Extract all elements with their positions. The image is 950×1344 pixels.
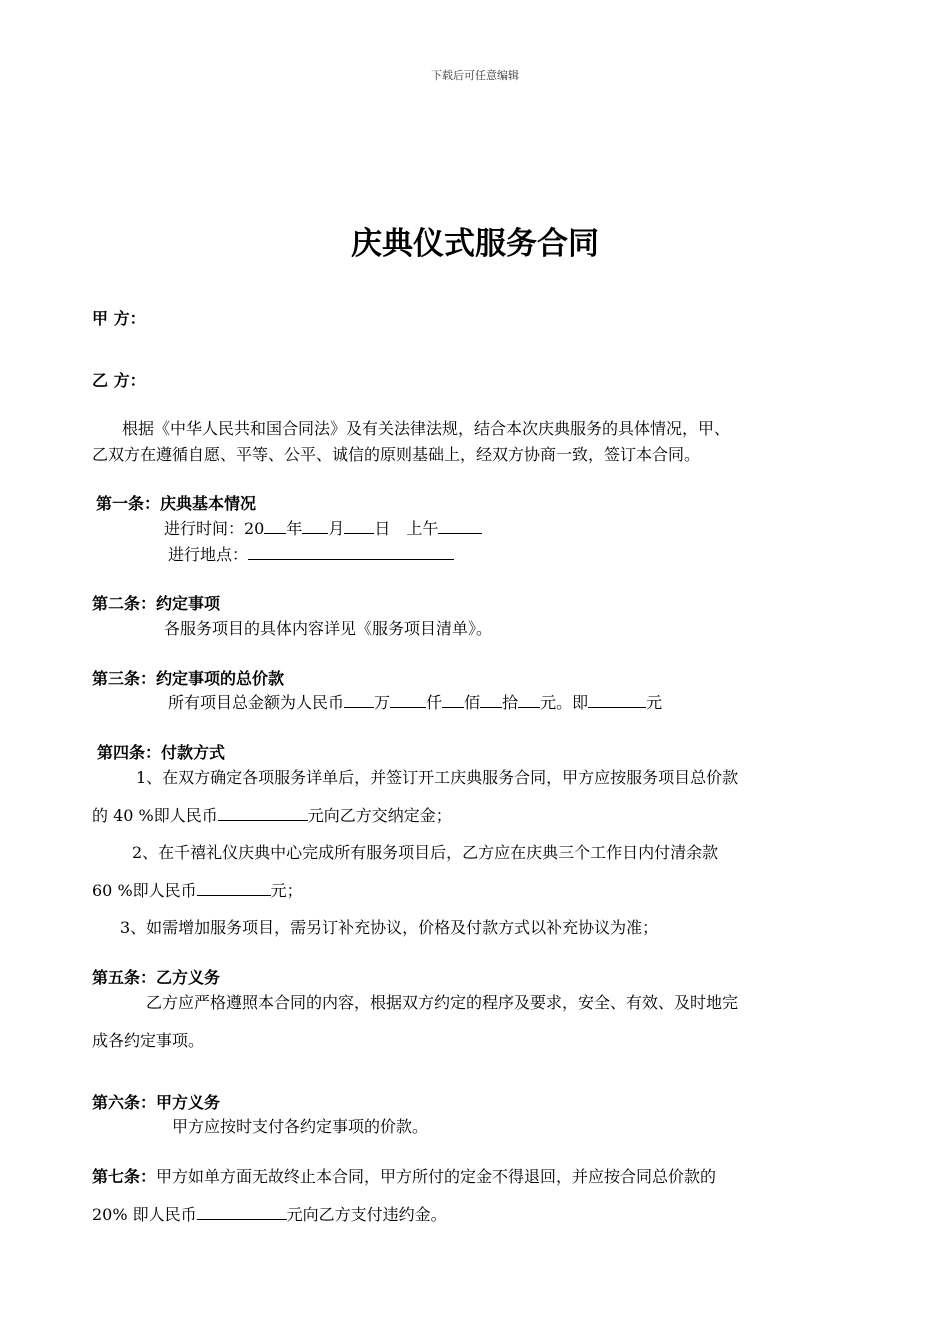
balance-suffix: 元； — [270, 881, 303, 900]
bai-label: 佰 — [464, 693, 481, 712]
article-1-time-line — [164, 516, 482, 539]
document-title: 庆典仪式服务合同 — [351, 226, 599, 262]
article-5-heading: 第五条：乙方义务 — [92, 968, 221, 987]
article-6-text: 甲方应按时支付各约定事项的价款。 — [172, 1117, 429, 1136]
article-7-line-1 — [92, 1164, 716, 1187]
place-blank — [248, 545, 454, 560]
place-label: 进行地点： — [168, 545, 249, 564]
article-6-heading: 第六条：甲方义务 — [92, 1093, 221, 1112]
qian-blank — [390, 693, 426, 708]
page-header: 下载后可任意编辑 — [431, 69, 519, 82]
year-label: 年 — [286, 519, 303, 538]
yuan-label: 元。即 — [540, 693, 589, 712]
article-7-line-2 — [92, 1202, 447, 1225]
amount-prefix: 所有项目总金额为人民币 — [168, 693, 345, 712]
shi-blank — [480, 693, 502, 708]
yuan-blank — [518, 693, 540, 708]
article-5-line-1: 乙方应严格遵照本合同的内容，根据双方约定的程序及要求，安全、有效、及时地完 — [146, 993, 739, 1012]
bai-blank — [442, 693, 464, 708]
article-3-heading: 第三条：约定事项的总价款 — [92, 669, 285, 688]
party-a-label: 甲 方： — [92, 309, 146, 328]
deposit-suffix: 元向乙方交纳定金； — [307, 806, 452, 825]
party-b-label: 乙 方： — [92, 371, 146, 390]
wan-label: 万 — [374, 693, 391, 712]
am-blank — [438, 519, 482, 534]
total-blank — [588, 693, 646, 708]
balance-blank — [197, 881, 271, 896]
preamble-line-1: 根据《中华人民共和国合同法》及有关法律法规，结合本次庆典服务的具体情况，甲、 — [122, 419, 731, 438]
article-4-heading: 第四条：付款方式 — [97, 743, 226, 762]
article-1-heading: 第一条：庆典基本情况 — [96, 494, 257, 513]
time-label: 进行时间：20 — [164, 519, 265, 538]
wan-blank — [344, 693, 374, 708]
article-7-heading: 第七条： — [92, 1167, 157, 1186]
article-4-p1-line-1: 1、在双方确定各项服务详单后，并签订开工庆典服务合同，甲方应按服务项目总价款 — [136, 768, 739, 787]
article-3-amount-line — [168, 690, 662, 713]
penalty-suffix: 元向乙方支付违约金。 — [286, 1205, 447, 1224]
shi-label: 拾 — [502, 693, 519, 712]
year-blank — [264, 519, 286, 534]
balance-prefix: 60 %即人民币 — [92, 881, 197, 900]
article-4-p2-line-2 — [92, 878, 303, 901]
article-2-heading: 第二条：约定事项 — [92, 594, 221, 613]
month-blank — [302, 519, 328, 534]
article-7-text: 甲方如单方面无故终止本合同，甲方所付的定金不得退回，并应按合同总价款的 — [156, 1167, 717, 1186]
day-label: 日 — [374, 519, 391, 538]
yuan-end-label: 元 — [646, 693, 663, 712]
day-blank — [344, 519, 374, 534]
preamble-line-2: 乙双方在遵循自愿、平等、公平、诚信的原则基础上，经双方协商一致，签订本合同。 — [92, 445, 701, 464]
qian-label: 仟 — [426, 693, 443, 712]
month-label: 月 — [328, 519, 345, 538]
article-4-p1-line-2 — [92, 803, 452, 826]
article-4-p2-line-1: 2、在千禧礼仪庆典中心完成所有服务项目后，乙方应在庆典三个工作日内付清余款 — [132, 843, 719, 862]
article-4-p3: 3、如需增加服务项目，需另订补充协议，价格及付款方式以补充协议为准； — [120, 918, 659, 937]
am-label: 上午 — [406, 519, 439, 538]
deposit-prefix: 的 40 %即人民币 — [92, 806, 218, 825]
penalty-blank — [197, 1205, 287, 1220]
deposit-blank — [218, 806, 308, 821]
article-5-line-2: 成各约定事项。 — [92, 1031, 205, 1050]
article-2-text: 各服务项目的具体内容详见《服务项目清单》。 — [164, 619, 493, 638]
penalty-prefix: 20% 即人民币 — [92, 1205, 197, 1224]
article-1-place-line — [168, 542, 454, 565]
